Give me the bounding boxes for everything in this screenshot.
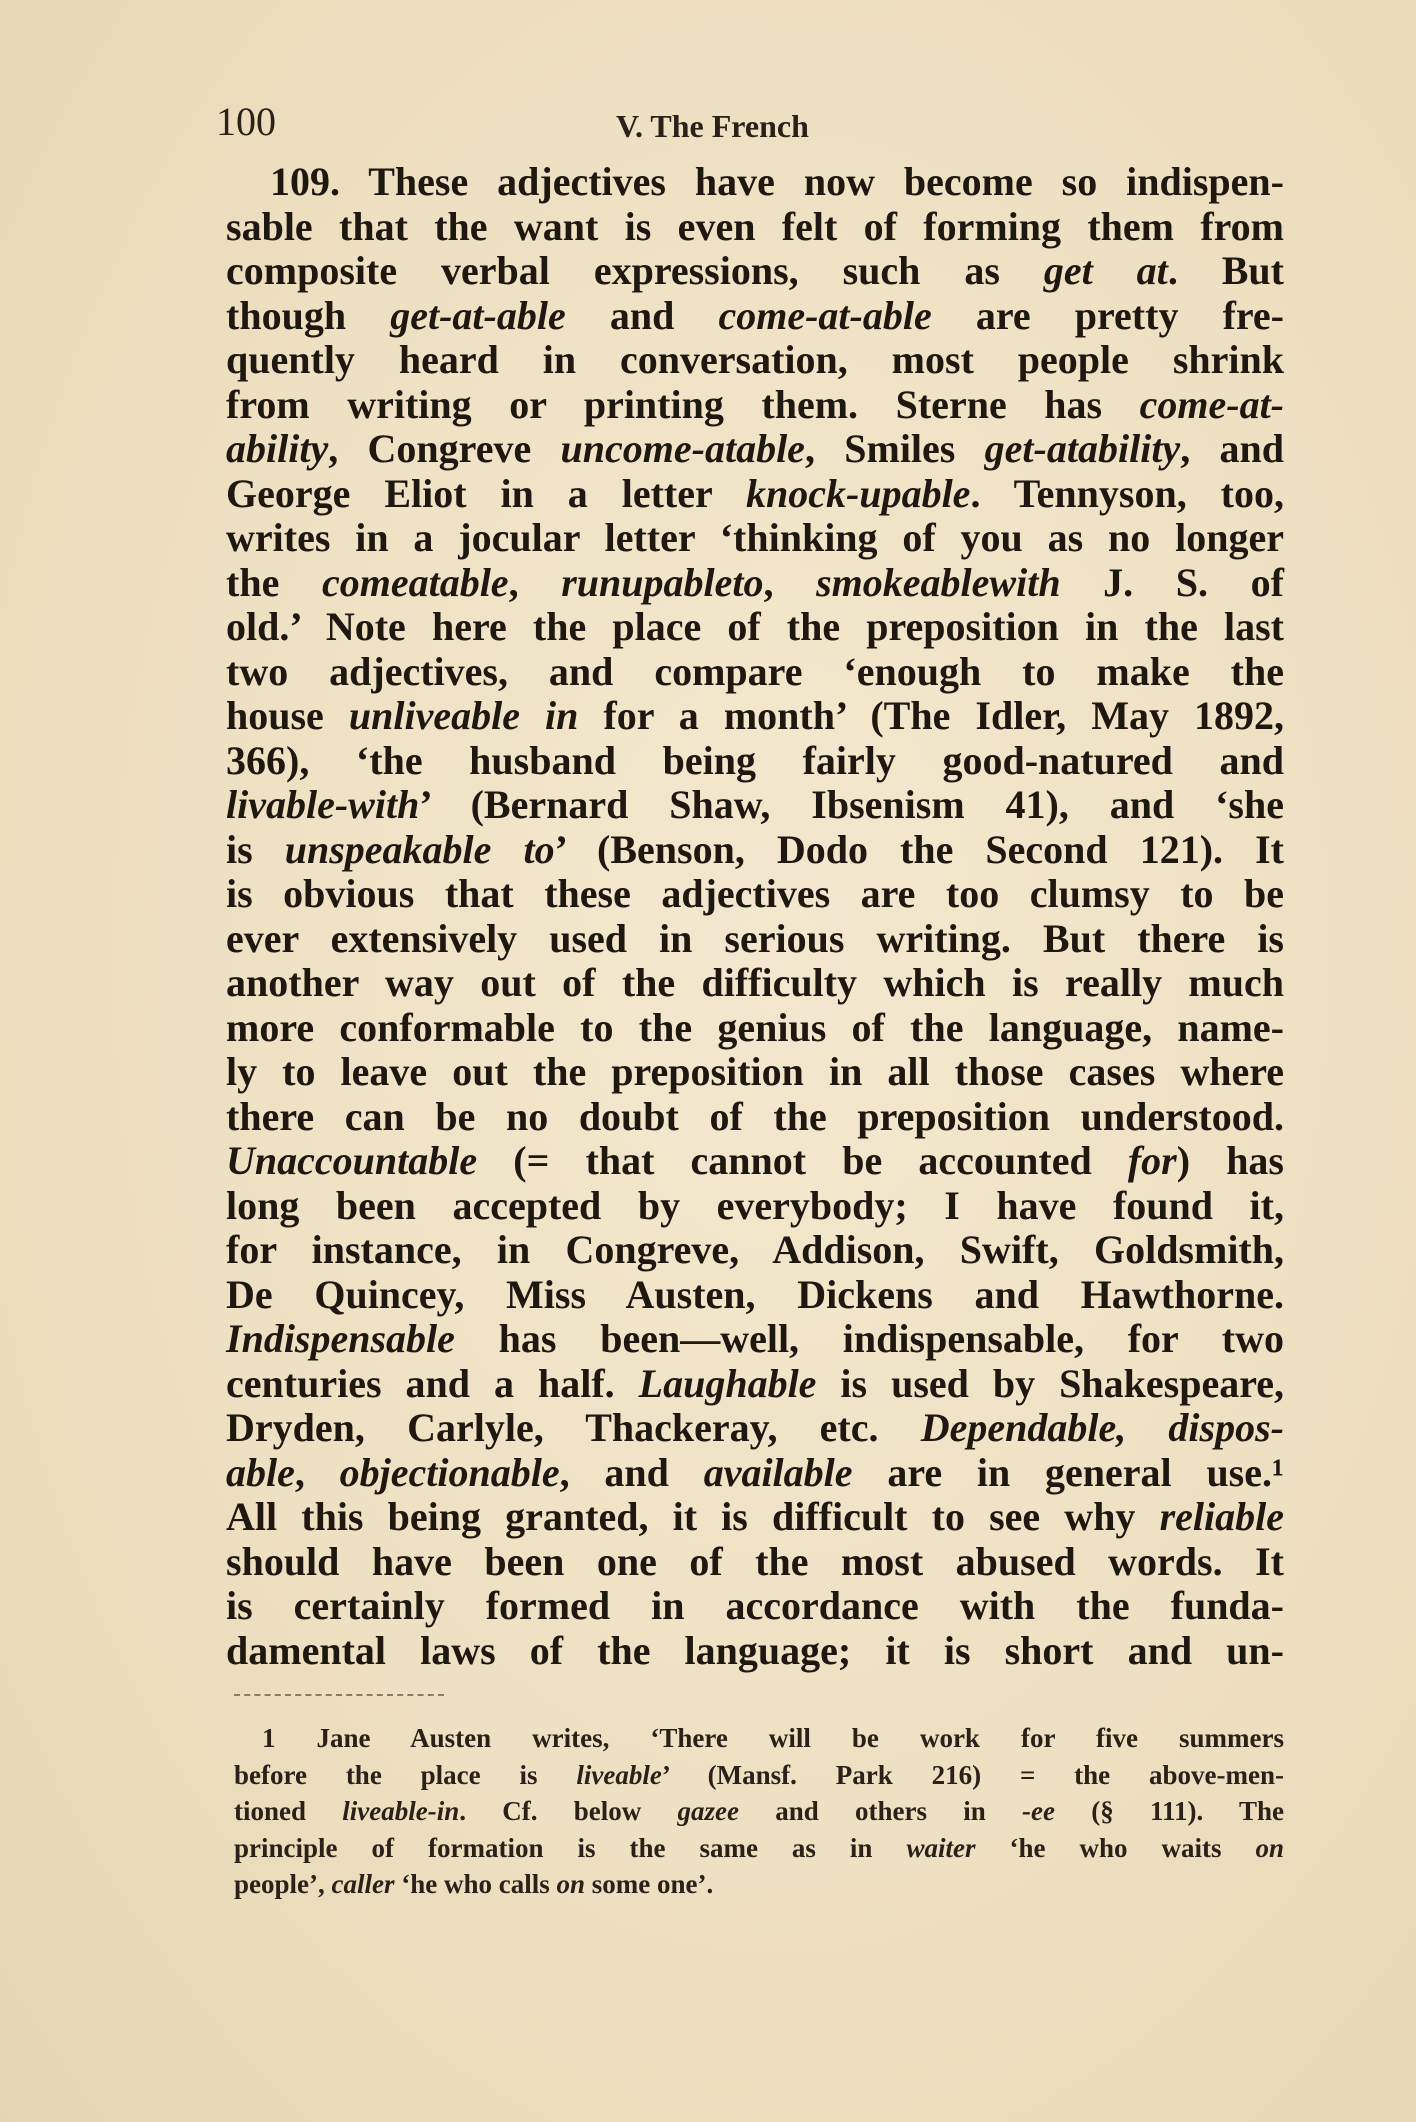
text-run: , Smiles [804,426,985,471]
italic-term: able [226,1449,295,1495]
text-run: from writing or printing them. Sterne has [226,381,1140,427]
footnote-line [234,1720,1284,1757]
text-run: some one’. [585,1869,714,1899]
italic-term: come-at-able [718,292,932,338]
italic-term: on [556,1869,586,1899]
body-line [226,1006,1284,1051]
body-line [226,160,1284,205]
italic-term: Indispensable [226,1316,455,1361]
body-line [226,516,1284,561]
text-run: is obvious that these adjectives are too clumsy to be [226,871,1284,916]
body-line [226,1540,1284,1585]
text-run: has been—well, indispensable, for two [454,1316,1284,1361]
text-run: though [226,292,391,338]
footnote-line [234,1830,1284,1867]
text-run: , [763,559,817,605]
italic-term: available [703,1449,853,1495]
body-line [226,1406,1284,1451]
body-line [226,1228,1284,1273]
body-line [226,961,1284,1006]
text-run: ‘he who calls [394,1869,557,1899]
text-run: ) has [1176,1138,1285,1183]
italic-term: reliable [1159,1494,1284,1539]
italic-term: unliveable in [348,693,579,738]
body-line [226,783,1284,828]
text-run: , and [1180,426,1284,471]
body-line [226,383,1284,428]
body-line [226,650,1284,695]
text-run: for instance, in Congreve, Addison, Swift, Goldsmith, [226,1227,1284,1272]
text-run: sable that the want is even felt of forming them from [226,203,1284,249]
body-line [226,872,1284,917]
text-run: De Quincey, Miss Austen, Dickens and Hawthorne. [226,1271,1284,1317]
text-run: (= that cannot be accounted [477,1138,1128,1183]
text-run: , Congreve [328,426,561,471]
italic-term: knock-upable [746,470,971,516]
text-run: , and [559,1449,704,1495]
text-run: the [226,559,322,605]
body-line [226,739,1284,784]
body-line [226,1362,1284,1407]
text-run: . Tennyson, too, [970,470,1284,516]
text-run: composite verbal expressions, such as [226,248,1044,293]
running-head: V. The French [616,108,809,144]
text-run: there can be no doubt of the preposition understood. [226,1093,1284,1139]
italic-term: uncome-atable [560,426,805,471]
italic-term: come-at- [1139,381,1284,427]
text-run: old.’ Note here the place of the preposition in the last [226,604,1284,649]
text-run: quently heard in conversation, most people shrink [226,337,1284,382]
italic-term: objectionable [339,1449,560,1495]
body-line [226,694,1284,739]
body-line [226,1095,1284,1140]
text-run: are in general use.¹ [852,1449,1284,1495]
text-run: is certainly formed in accordance with the funda- [226,1583,1284,1628]
body-line [226,427,1284,472]
text-run: 1 Jane Austen writes, ‘There will be work for five summers [262,1723,1284,1753]
italic-term: ability [226,426,329,471]
italic-term: Laughable [638,1360,817,1406]
body-line [226,249,1284,294]
body-line [226,561,1284,606]
text-run: and others in [738,1796,1022,1826]
body-line [226,338,1284,383]
paragraph-number: 109. [270,159,369,204]
italic-term: for [1127,1138,1177,1183]
text-run: are pretty fre- [931,292,1284,338]
italic-term: get at [1043,248,1168,293]
italic-term: waiter [906,1832,976,1863]
text-run: tioned [234,1796,343,1826]
text-run: Dryden, Carlyle, Thackeray, etc. [226,1405,921,1450]
text-run: should have been one of the most abused words. It [226,1538,1284,1584]
body-line [226,828,1284,873]
italic-term: caller [331,1869,395,1899]
body-line [226,1451,1284,1496]
italic-term: get-at-able [390,292,566,338]
text-run: another way out of the difficulty which is really much [226,960,1284,1005]
text-run: damental laws of the language; it is short and un- [226,1627,1284,1673]
text-run: , [508,559,562,605]
footnote-line [234,1866,1284,1903]
text-run: ’ (Mansf. Park 216) = the above-men- [661,1759,1284,1790]
text-run: ever extensively used in serious writing. But there is [226,915,1284,961]
text-run: These adjectives have now become so indispen- [368,159,1284,204]
text-run: All this being granted, it is difficult to see why [226,1494,1160,1539]
body-line [226,1139,1284,1184]
text-run: centuries and a half. [226,1360,639,1406]
italic-term: comeatable [321,559,509,605]
body-line [226,917,1284,962]
text-run: ’ (Bernard Shaw, Ibsenism 41), and ‘she [419,782,1284,827]
italic-term: liveable-in [342,1796,460,1826]
body-line [226,205,1284,250]
italic-term: liveable [576,1759,662,1790]
body-line [226,1629,1284,1674]
text-run: ‘he who waits [975,1832,1256,1863]
italic-term: on [1255,1832,1284,1863]
text-run: two adjectives, and compare ‘enough to make the [226,648,1284,694]
page-number: 100 [216,99,276,144]
italic-term: livable-with [226,782,420,827]
text-run: ly to leave out the preposition in all those cases where [226,1049,1284,1094]
text-run: , [294,1449,340,1495]
italic-term: Unaccountable [226,1138,478,1183]
text-run: . Cf. below [459,1796,678,1826]
footnote-divider [234,1694,444,1696]
body-line [226,1584,1284,1629]
body-line [226,1273,1284,1318]
text-run: J. S. of [1060,559,1284,605]
text-run: . But [1167,248,1285,293]
body-line [226,1317,1284,1362]
footnote-block [234,1720,1284,1903]
italic-term: gazee [677,1796,739,1826]
text-run: is [226,826,285,872]
page-header [216,96,1286,152]
text-run: for a month’ (The Idler, May 1892, [578,693,1285,738]
text-run: house [226,693,349,738]
text-run: people’, [234,1869,332,1899]
text-run: before the place is [234,1759,577,1790]
body-line [226,472,1284,517]
italic-term: unspeakable to [284,826,555,872]
body-line [226,1050,1284,1095]
italic-term: smokeablewith [816,559,1061,605]
main-paragraph [226,160,1284,1673]
text-run: is used by Shakespeare, [816,1360,1284,1406]
text-run: principle of formation is the same as in [234,1832,907,1863]
text-run: ’ (Benson, Dodo the Second 121). It [554,826,1284,872]
text-run: (§ 111). The [1054,1796,1284,1826]
body-line [226,1495,1284,1540]
text-run: George Eliot in a letter [226,470,746,516]
body-line [226,605,1284,650]
text-run: and [565,292,719,338]
text-run: more conformable to the genius of the language, name- [226,1004,1284,1050]
text-run: writes in a jocular letter ‘thinking of you as no longer [226,515,1284,560]
italic-term: Dependable, dispos- [920,1405,1284,1450]
italic-term: -ee [1022,1796,1055,1826]
footnote-line [234,1793,1284,1830]
text-run: long been accepted by everybody; I have found it, [226,1182,1284,1228]
body-line [226,1184,1284,1229]
footnote-line [234,1757,1284,1794]
text-run: 366), ‘the husband being fairly good-natured and [226,737,1284,783]
italic-term: runupableto [561,559,764,605]
italic-term: get-atability [984,426,1181,471]
body-line [226,294,1284,339]
